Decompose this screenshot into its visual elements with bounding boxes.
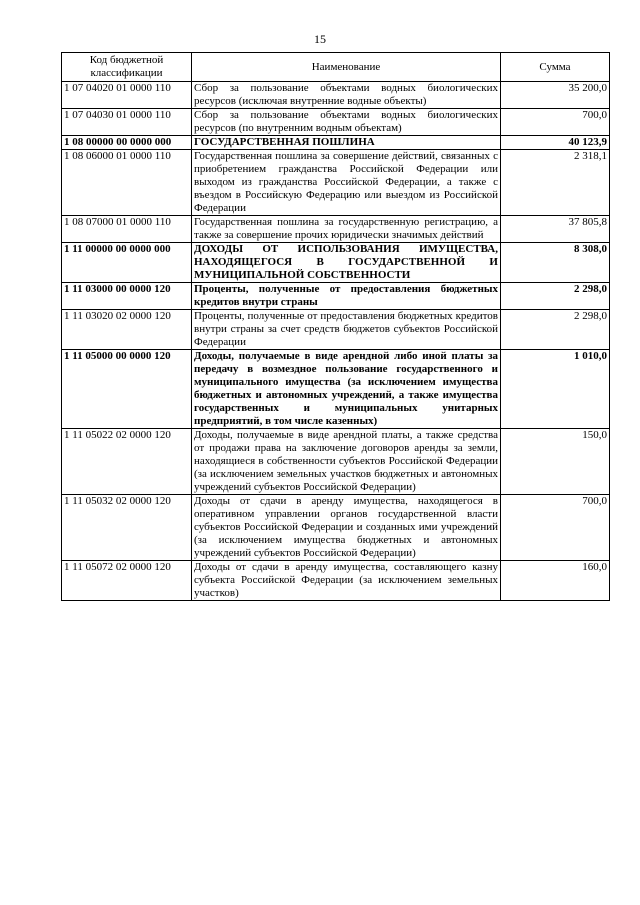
- code-cell: 1 11 05072 02 0000 120: [62, 561, 192, 601]
- sum-cell: 40 123,9: [501, 136, 610, 150]
- table-row: [62, 216, 610, 243]
- table-header-row: [62, 53, 610, 82]
- sum-cell: 2 298,0: [501, 283, 610, 310]
- sum-cell: 8 308,0: [501, 243, 610, 283]
- sum-cell: 700,0: [501, 109, 610, 136]
- code-cell: 1 07 04020 01 0000 110: [62, 82, 192, 109]
- sum-cell: 1 010,0: [501, 350, 610, 429]
- name-cell: Проценты, полученные от предоставления бюджетных кредитов внутри страны за счет средств бюджетов субъектов Российской Федерации: [192, 310, 501, 350]
- table-row: [62, 109, 610, 136]
- header-name: Наименование: [192, 53, 501, 82]
- name-cell: ГОСУДАРСТВЕННАЯ ПОШЛИНА: [192, 136, 501, 150]
- code-cell: 1 11 05032 02 0000 120: [62, 495, 192, 561]
- sum-cell: 35 200,0: [501, 82, 610, 109]
- code-cell: 1 08 07000 01 0000 110: [62, 216, 192, 243]
- name-cell: ДОХОДЫ ОТ ИСПОЛЬЗОВАНИЯ ИМУЩЕСТВА, НАХОДЯЩЕГОСЯ В ГОСУДАРСТВЕННОЙ И МУНИЦИПАЛЬНОЙ СОБСТВЕННОСТИ: [192, 243, 501, 283]
- name-cell: Доходы от сдачи в аренду имущества, находящегося в оперативном управлении органов государственной власти субъектов Российской Федерации и созданных ими учреждений (за исключением имущества бюджетных и автономных учреждений субъектов Российской Федерации): [192, 495, 501, 561]
- code-cell: 1 11 03020 02 0000 120: [62, 310, 192, 350]
- table-row: [62, 350, 610, 429]
- code-cell: 1 08 06000 01 0000 110: [62, 150, 192, 216]
- table-row: [62, 243, 610, 283]
- code-cell: 1 08 00000 00 0000 000: [62, 136, 192, 150]
- sum-cell: 2 298,0: [501, 310, 610, 350]
- name-cell: Доходы, получаемые в виде арендной либо иной платы за передачу в возмездное пользование государственного и муниципального имущества (за исключением имущества бюджетных и автономных учреждений, а также имущества государственных и муниципальных унитарных предприятий, в том числе казенных): [192, 350, 501, 429]
- sum-cell: 700,0: [501, 495, 610, 561]
- table-row: [62, 283, 610, 310]
- table-row: [62, 429, 610, 495]
- code-cell: 1 11 05000 00 0000 120: [62, 350, 192, 429]
- budget-table: [61, 52, 610, 601]
- code-cell: 1 07 04030 01 0000 110: [62, 109, 192, 136]
- code-cell: 1 11 05022 02 0000 120: [62, 429, 192, 495]
- sum-cell: 2 318,1: [501, 150, 610, 216]
- page-number: 15: [314, 32, 326, 46]
- table-row: [62, 82, 610, 109]
- table-row: [62, 561, 610, 601]
- sum-cell: 150,0: [501, 429, 610, 495]
- header-sum: Сумма: [501, 53, 610, 82]
- name-cell: Доходы от сдачи в аренду имущества, составляющего казну субъекта Российской Федерации (за исключением земельных участков): [192, 561, 501, 601]
- name-cell: Проценты, полученные от предоставления бюджетных кредитов внутри страны: [192, 283, 501, 310]
- code-cell: 1 11 03000 00 0000 120: [62, 283, 192, 310]
- sum-cell: 160,0: [501, 561, 610, 601]
- table-row: [62, 495, 610, 561]
- name-cell: Сбор за пользование объектами водных биологических ресурсов (исключая внутренние водные объекты): [192, 82, 501, 109]
- name-cell: Государственная пошлина за государственную регистрацию, а также за совершение прочих юридически значимых действий: [192, 216, 501, 243]
- table-row: [62, 150, 610, 216]
- code-cell: 1 11 00000 00 0000 000: [62, 243, 192, 283]
- name-cell: Государственная пошлина за совершение действий, связанных с приобретением гражданства Российской Федерации или выходом из гражданства Российской Федерации, а также с въездом в Российскую Федерацию или выездом из Российской Федерации: [192, 150, 501, 216]
- name-cell: Доходы, получаемые в виде арендной платы, а также средства от продажи права на заключение договоров аренды за земли, находящиеся в собственности субъектов Российской Федерации (за исключением земельных участков бюджетных и автономных учреждений субъектов Российской Федерации): [192, 429, 501, 495]
- header-code: Код бюджетной классификации: [62, 53, 192, 82]
- table-row: [62, 136, 610, 150]
- table-row: [62, 310, 610, 350]
- name-cell: Сбор за пользование объектами водных биологических ресурсов (по внутренним водным объектам): [192, 109, 501, 136]
- sum-cell: 37 805,8: [501, 216, 610, 243]
